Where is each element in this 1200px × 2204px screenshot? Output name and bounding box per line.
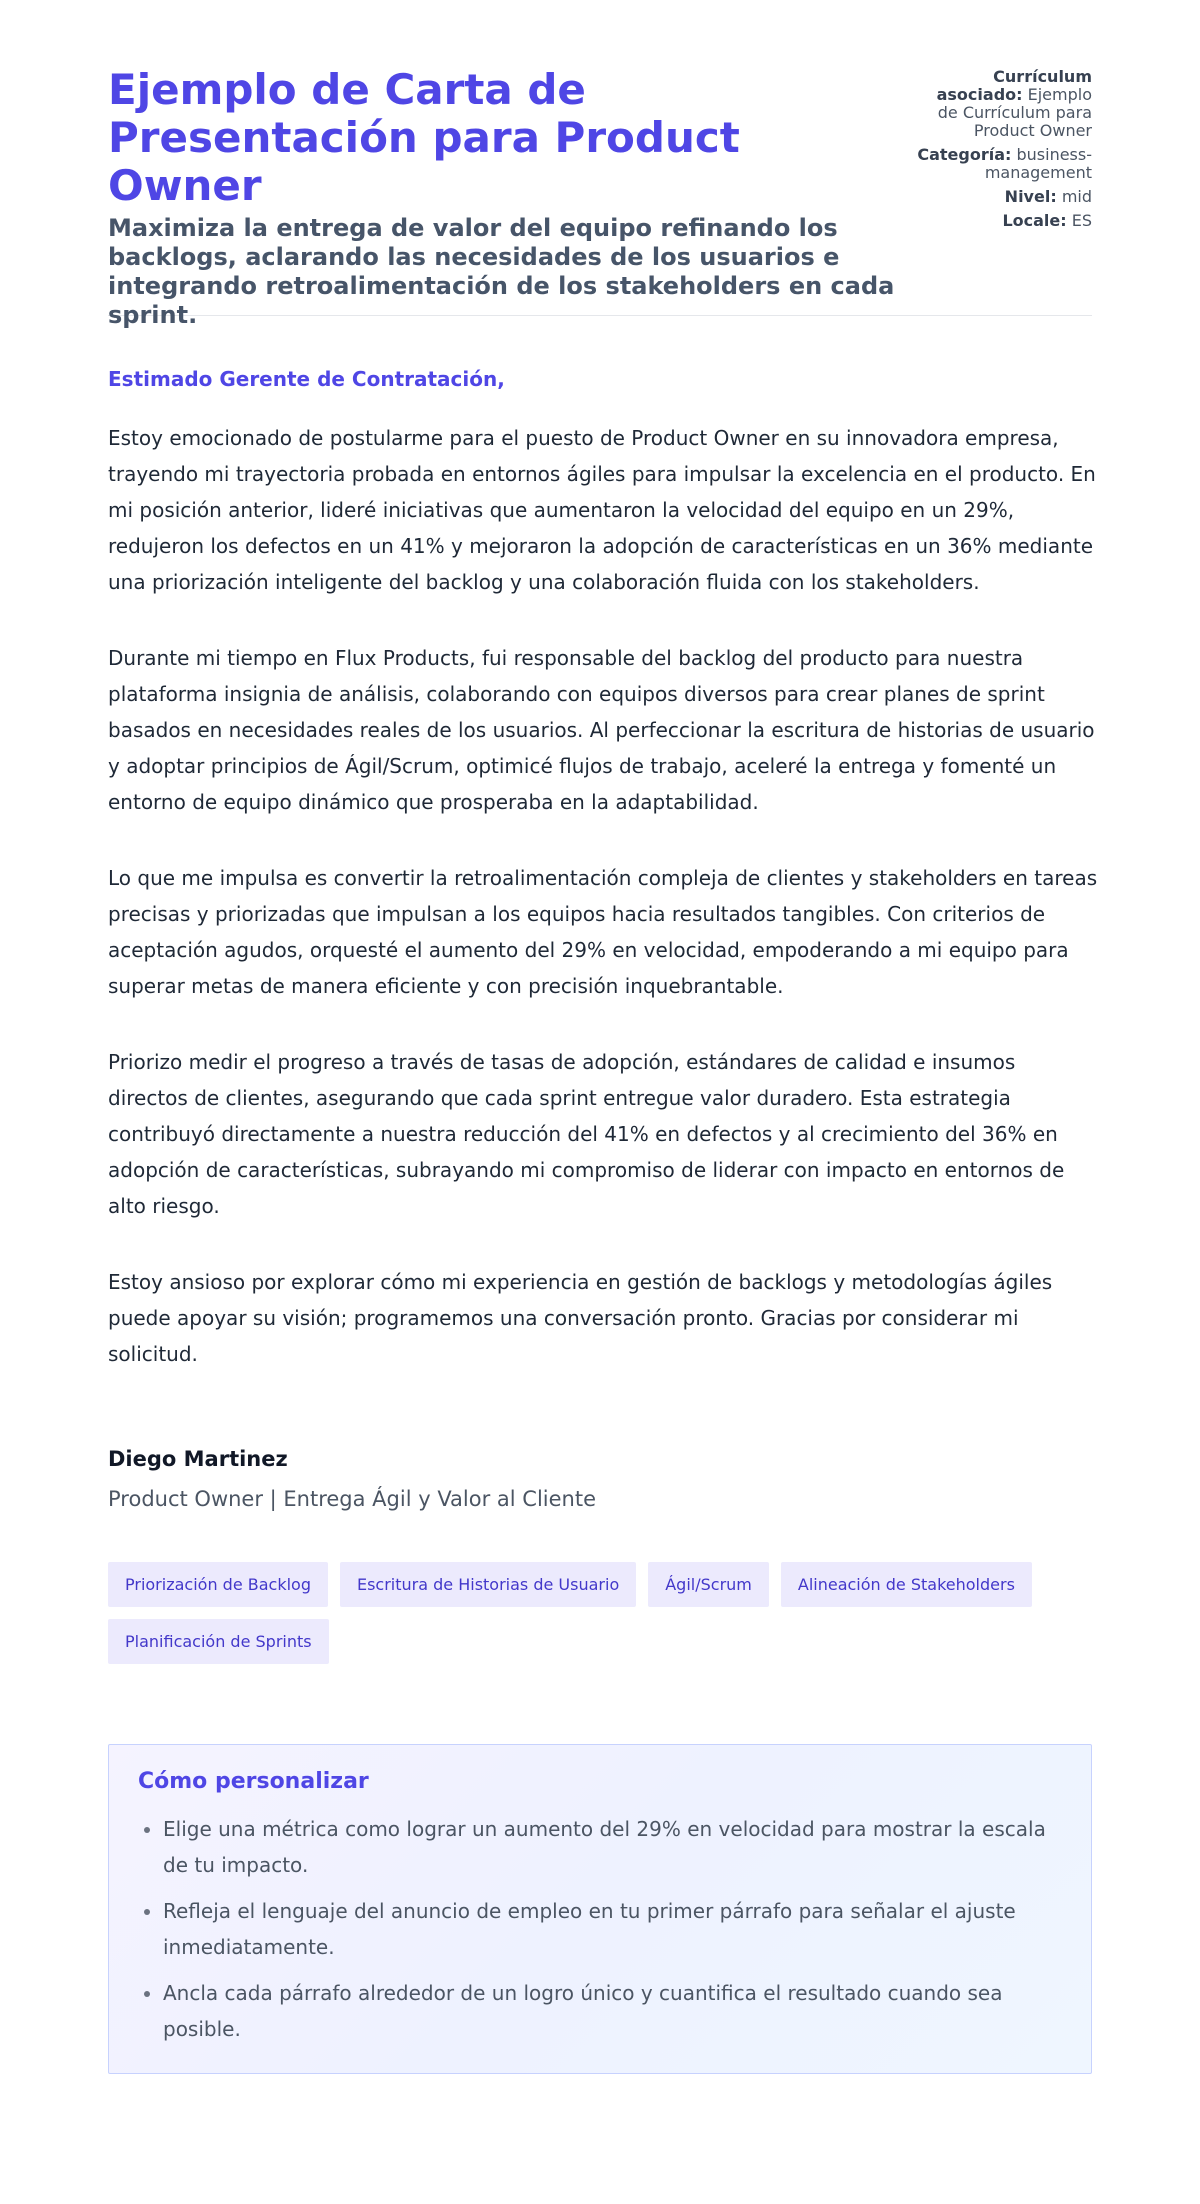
meta-resume-label: Currículum asociado: <box>936 67 1092 104</box>
meta-locale-label: Locale: <box>1002 211 1067 230</box>
page-subtitle: Maximiza la entrega de valor del equipo refinando los backlogs, aclarando las necesidades de los usuarios e integrando retroalimentación de los stakeholders en cada sprint. <box>108 214 895 329</box>
tips-title: Cómo personalizar <box>138 1769 369 1794</box>
meta-category-value: business-management <box>984 145 1092 182</box>
skill-tag: Ágil/Scrum <box>648 1562 769 1607</box>
tips-list <box>138 1811 1061 2047</box>
letter-paragraph: Estoy emocionado de postularme para el puesto de Product Owner en su innovadora empresa, trayendo mi trayectoria probada en entornos ágiles para impulsar la excelencia en el producto. En mi posición anterior, lideré iniciativas que aumentaron la velocidad del equipo en un 29%, redujeron los defectos en un 41% y mejoraron la adopción de características en un 36% mediante una priorización inteligente del backlog y una colaboración fluida con los stakeholders. <box>108 426 1096 594</box>
skill-tag: Planificación de Sprints <box>108 1619 329 1664</box>
meta-category-label: Categoría: <box>917 145 1012 164</box>
skill-tag: Alineación de Stakeholders <box>781 1562 1032 1607</box>
letter-paragraph: Priorizo medir el progreso a través de tasas de adopción, estándares de calidad e insumos directos de clientes, asegurando que cada sprint entregue valor duradero. Esta estrategia contribuyó directamente a nuestra reducción del 41% en defectos y al crecimiento del 36% en adopción de características, subrayando mi compromiso de liderar con impacto en entornos de alto riesgo. <box>108 1050 1065 1218</box>
letter-paragraph: Durante mi tiempo en Flux Products, fui responsable del backlog del producto para nuestra plataforma insignia de análisis, colaborando con equipos diversos para crear planes de sprint basados en necesidades reales de los usuarios. Al perfeccionar la escritura de historias de usuario y adoptar principios de Ágil/Scrum, optimicé flujos de trabajo, aceleré la entrega y fomenté un entorno de equipo dinámico que prosperaba en la adaptabilidad. <box>108 646 1095 814</box>
page-header <box>108 0 1092 329</box>
meta-level <box>912 188 1092 206</box>
meta-resume-value: Ejemplo de Currículum para Product Owner <box>937 85 1092 140</box>
meta-resume <box>912 68 1092 140</box>
tip-item: • Refleja el lenguaje del anuncio de empleo en tu primer párrafo para señalar el ajuste inmediatamente. <box>163 1893 1061 1965</box>
letter-paragraph: Lo que me impulsa es convertir la retroalimentación compleja de clientes y stakeholders en tareas precisas y priorizadas que impulsan a los equipos hacia resultados tangibles. Con criterios de aceptación agudos, orquesté el aumento del 29% en velocidad, empoderando a mi equipo para superar metas de manera eficiente y con precisión inquebrantable. <box>108 866 1098 998</box>
letter-paragraph: Estoy ansioso por explorar cómo mi experiencia en gestión de backlogs y metodologías ágiles puede apoyar su visión; programemos una conversación pronto. Gracias por considerar mi solicitud. <box>108 1270 1053 1366</box>
meta-locale <box>912 212 1092 230</box>
tip-item: • Ancla cada párrafo alrededor de un logro único y cuantifica el resultado cuando sea posible. <box>163 1975 1061 2047</box>
meta-locale-value: ES <box>1071 211 1092 230</box>
meta-level-label: Nivel: <box>1004 187 1057 206</box>
meta-level-value: mid <box>1061 187 1092 206</box>
skill-tags <box>108 1562 1098 1664</box>
letter-body <box>108 420 1098 1372</box>
meta-category <box>912 146 1092 182</box>
tip-item: • Elige una métrica como lograr un aumento del 29% en velocidad para mostrar la escala de tu impacto. <box>163 1811 1061 1883</box>
skill-tag: Escritura de Historias de Usuario <box>340 1562 636 1607</box>
signature-title: Product Owner | Entrega Ágil y Valor al Cliente <box>108 1487 597 1511</box>
page-title: Ejemplo de Carta de Presentación para Product Owner <box>108 65 740 210</box>
signature-name: Diego Martinez <box>108 1447 288 1471</box>
salutation: Estimado Gerente de Contratación, <box>108 367 505 391</box>
meta-panel <box>912 68 1092 236</box>
customization-tips <box>108 1744 1092 2074</box>
skill-tag: Priorización de Backlog <box>108 1562 328 1607</box>
